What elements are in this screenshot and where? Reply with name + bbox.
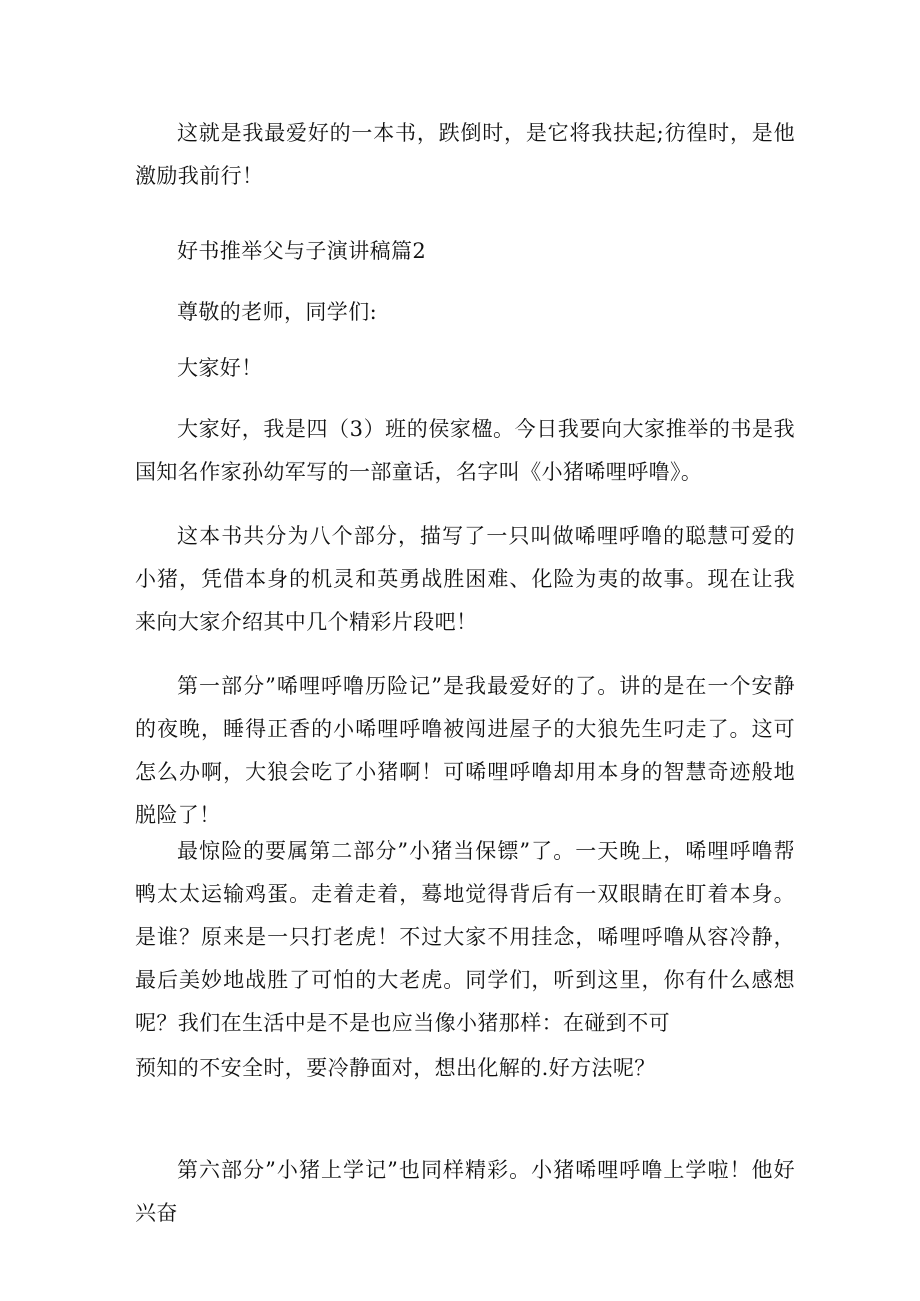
paragraph-intro: 大家好，我是四（3）班的侯家楹。今日我要向大家推举的书是我国知名作家孙幼军写的一部童话，名字叫《小猪唏哩呼噜》。 [135, 417, 795, 484]
greeting: 大家好！ [177, 356, 263, 380]
paragraph-overview: 这本书共分为八个部分，描写了一只叫做唏哩呼噜的聪慧可爱的小猪，凭借本身的机灵和英勇战胜困难、化险为夷的故事。现在让我来向大家介绍其中几个精彩片段吧！ [135, 524, 795, 634]
section-heading: 好书推举父与子演讲稿篇2 [177, 239, 427, 263]
paragraph-part-six: 第六部分”小猪上学记”也同样精彩。小猪唏哩呼噜上学啦！他好兴奋 [135, 1158, 795, 1225]
paragraph-part-two: 最惊险的要属第二部分”小猪当保镖”了。一天晚上，唏哩呼噜帮鸭太太运输鸡蛋。走着走着，蓦地觉得背后有一双眼睛在盯着本身。是谁？原来是一只打老虎！不过大家不用挂念，唏哩呼噜从容冷静，最后美妙地战胜了可怕的大老虎。同学们，听到这里，你有什么感想呢？我们在生活中是不是也应当像小猪那样：在碰到不可 [135, 839, 795, 1035]
paragraph-continuation: 预知的不安全时，要冷静面对，想出化解的.好方法呢？ [135, 1056, 656, 1080]
paragraph-part-one: 第一部分”唏哩呼噜历险记”是我最爱好的了。讲的是在一个安静的夜晚，睡得正香的小唏哩呼噜被闯进屋子的大狼先生叼走了。这可怎么办啊，大狼会吃了小猪啊！可唏哩呼噜却用本身的智慧奇迹般地脱险了！ [135, 674, 795, 827]
salutation: 尊敬的老师，同学们: [177, 300, 378, 324]
paragraph-closing: 这就是我最爱好的一本书，跌倒时，是它将我扶起;彷徨时，是他激励我前行！ [135, 121, 795, 188]
